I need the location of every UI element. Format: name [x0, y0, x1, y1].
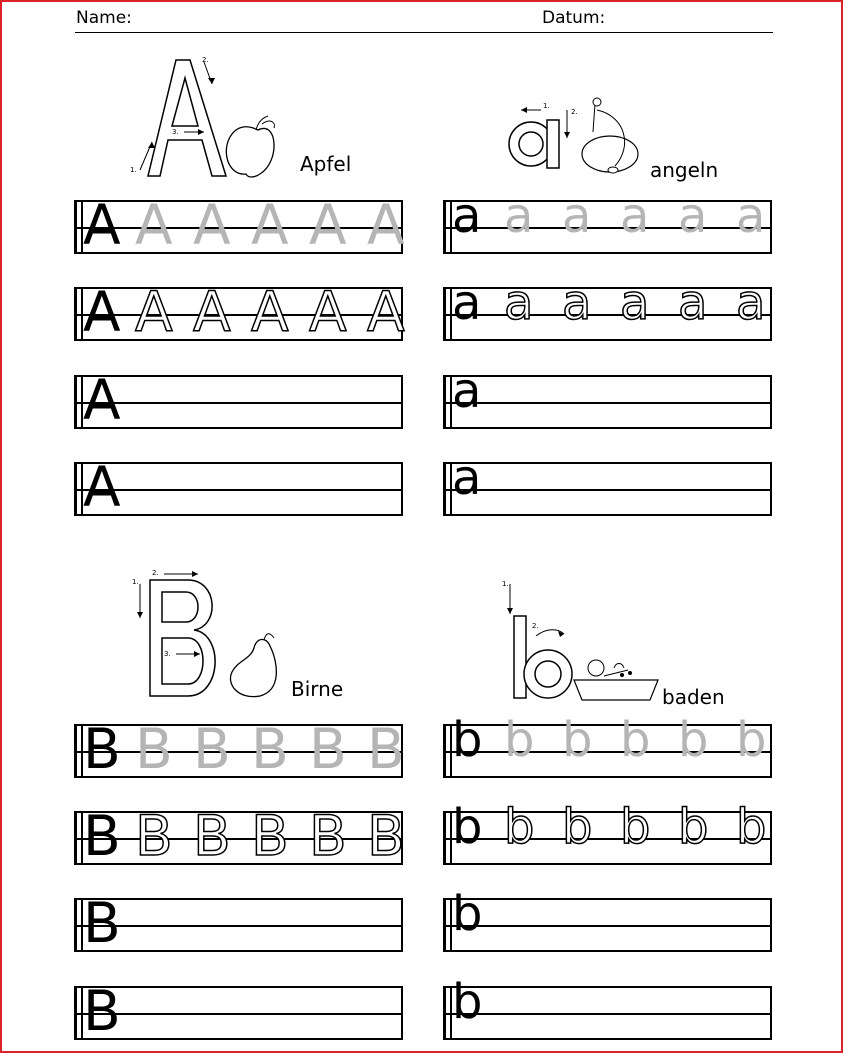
model-letter: A [83, 455, 121, 519]
writing-line [74, 280, 405, 344]
model-letter: a [452, 188, 482, 244]
trace-letter-gray: b [620, 712, 651, 768]
stroke-number: 1. [132, 578, 139, 586]
middle-guide-line [77, 402, 401, 404]
trace-letter-gray: A [193, 193, 231, 257]
writing-line [443, 712, 772, 778]
letter-B-illustration [128, 566, 293, 700]
trace-letter-gray: b [504, 712, 535, 768]
middle-guide-line [446, 314, 770, 316]
model-letter: a [452, 363, 482, 419]
stroke-number: 2. [532, 622, 539, 630]
word-apfel: Apfel [300, 152, 352, 176]
model-letter: A [83, 368, 121, 432]
trace-letter-gray: a [620, 188, 650, 244]
stroke-number: 2. [152, 569, 159, 577]
stroke-number: 3. [164, 650, 171, 658]
middle-guide-line [446, 925, 770, 927]
trace-letter-gray: B [135, 717, 173, 781]
writing-line [74, 455, 403, 519]
middle-guide-line [77, 489, 401, 491]
header-line [75, 32, 773, 33]
trace-letter-dotted: B [135, 804, 173, 868]
trace-letter-dotted: b [678, 799, 709, 855]
model-letter: b [452, 974, 483, 1030]
middle-guide-line [446, 489, 770, 491]
date-label: Datum: [542, 8, 606, 28]
stroke-number: 3. [172, 128, 179, 136]
trace-letter-dotted: A [251, 280, 289, 344]
trace-letter-dotted: B [309, 804, 347, 868]
middle-guide-line [446, 227, 770, 229]
middle-guide-line [77, 1013, 401, 1015]
trace-letter-gray: a [736, 188, 766, 244]
trace-letter-gray: A [367, 193, 405, 257]
trace-letter-dotted: b [736, 799, 767, 855]
middle-guide-line [446, 751, 770, 753]
writing-line [443, 974, 772, 1040]
middle-guide-line [77, 925, 401, 927]
middle-guide-line [446, 1013, 770, 1015]
middle-guide-line [77, 751, 401, 753]
trace-letter-gray: b [562, 712, 593, 768]
writing-line [443, 450, 772, 516]
trace-letter-dotted: a [504, 275, 534, 331]
trace-letter-dotted: B [251, 804, 289, 868]
trace-letter-gray: A [135, 193, 173, 257]
stroke-number: 1. [502, 580, 509, 588]
stroke-number: 2. [571, 108, 578, 116]
model-letter: B [83, 979, 121, 1043]
model-letter: A [83, 280, 121, 344]
model-letter: a [452, 450, 482, 506]
middle-guide-line [77, 838, 401, 840]
stroke-number: 1. [543, 102, 550, 110]
model-letter: b [452, 799, 483, 855]
model-letter: B [83, 804, 121, 868]
trace-letter-dotted: a [678, 275, 708, 331]
letter-b-illustration [498, 576, 663, 702]
trace-letter-gray: a [562, 188, 592, 244]
letter-a-illustration [505, 96, 650, 186]
trace-letter-dotted: B [367, 804, 405, 868]
word-birne: Birne [291, 677, 344, 701]
writing-line [74, 193, 405, 257]
trace-letter-gray: B [309, 717, 347, 781]
model-letter: b [452, 712, 483, 768]
letter-A-illustration [128, 52, 278, 182]
trace-letter-dotted: A [309, 280, 347, 344]
writing-line [74, 717, 405, 781]
writing-line [443, 188, 772, 254]
model-letter: B [83, 891, 121, 955]
writing-line [443, 275, 772, 341]
stroke-number: 2. [202, 56, 209, 64]
trace-letter-dotted: b [504, 799, 535, 855]
model-letter: B [83, 717, 121, 781]
trace-letter-dotted: a [562, 275, 592, 331]
middle-guide-line [77, 314, 401, 316]
trace-letter-gray: B [251, 717, 289, 781]
writing-line [74, 891, 403, 955]
middle-guide-line [77, 227, 401, 229]
model-letter: A [83, 193, 121, 257]
writing-line [74, 804, 405, 868]
trace-letter-dotted: a [620, 275, 650, 331]
trace-letter-dotted: b [562, 799, 593, 855]
trace-letter-dotted: b [620, 799, 651, 855]
writing-line [74, 979, 403, 1043]
trace-letter-gray: B [367, 717, 405, 781]
model-letter: b [452, 886, 483, 942]
model-letter: a [452, 275, 482, 331]
trace-letter-gray: a [678, 188, 708, 244]
stroke-number: 1. [130, 166, 137, 174]
name-label: Name: [76, 8, 132, 28]
trace-letter-gray: a [504, 188, 534, 244]
trace-letter-dotted: A [193, 280, 231, 344]
trace-letter-gray: B [193, 717, 231, 781]
writing-line [443, 886, 772, 952]
word-baden: baden [662, 685, 725, 709]
middle-guide-line [446, 402, 770, 404]
trace-letter-gray: A [251, 193, 289, 257]
word-angeln: angeln [650, 158, 719, 182]
writing-line [443, 799, 772, 865]
trace-letter-gray: b [678, 712, 709, 768]
trace-letter-dotted: A [135, 280, 173, 344]
trace-letter-dotted: a [736, 275, 766, 331]
trace-letter-dotted: B [193, 804, 231, 868]
writing-line [443, 363, 772, 429]
middle-guide-line [446, 838, 770, 840]
trace-letter-gray: A [309, 193, 347, 257]
trace-letter-gray: b [736, 712, 767, 768]
trace-letter-dotted: A [367, 280, 405, 344]
writing-line [74, 368, 403, 432]
